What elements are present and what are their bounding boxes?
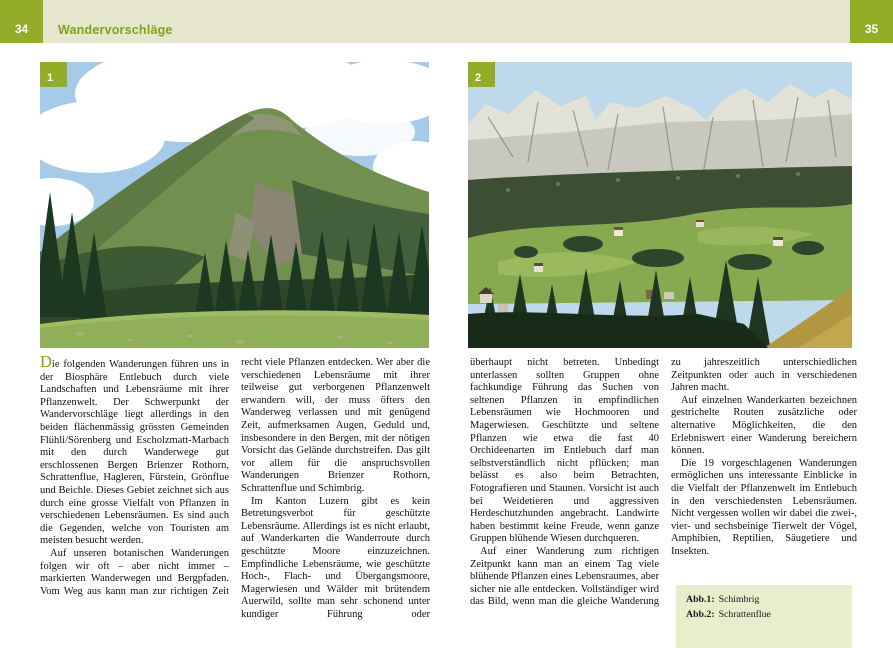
page-number-right: 35 — [850, 0, 893, 43]
paragraph: Im Kanton Luzern gibt es kein Betretungsverbot für geschützte Lebensräume. Allerdings ist es nicht erlaubt, auf Wanderkarten die Wanderroute durch geschützte Moore einzuzeichnen. Empfindliche Lebensräume, wie geschützte Hoch-, Flach- und Übergangsmoore, Magerwiesen und Wälder mit brütendem Auerwild, sollte man sehr schonend unter kundiger Führung oder — [241, 495, 430, 620]
paragraph: Auf unseren botanischen Wanderungen folgen wir oft – aber nicht immer – markierten Wanderwegen und Bergpfaden. Vom Weg aus kann man zur richtigen Zeit — [40, 547, 229, 597]
paragraph: Die 19 vorgeschlagenen Wanderungen ermöglichen uns interessante Einblicke in die Vielfalt der Pflanzenwelt im Entlebuch in den verschiedensten Lebensräumen. Nicht vergessen wollen wir dabei die zwei-, vier- und sechsbeinige Tierwelt der Vögel, Amphibien, Reptilien, Säugetiere und Insekten. — [671, 457, 857, 557]
figure-2-number-badge: 2 — [468, 62, 495, 87]
paragraph — [40, 352, 229, 548]
caption-abb1 — [686, 593, 844, 608]
paragraph: Auf einzelnen Wanderkarten bezeichnen gestrichelte Routen zusätzliche oder alternative Möglichkeiten, die den Erlebniswert einer Wanderung bereichern können. — [671, 394, 857, 457]
text-column-3 — [470, 357, 659, 609]
figure-2-photo-schrattenflue — [468, 62, 852, 348]
paragraph-text: ie folgenden Wanderungen führen uns in der Biosphäre Entlebuch durch viele Landschaften und Lebensräume mit ihrer Pflanzenwelt. Der Schwerpunkt der Wandervorschläge liegt allerdings in den beiden flächenmässig grössten Gemeinden Flühli/Sörenberg und Escholzmatt-Marbach mit den durch Wanderwege gut erschlossenen Bergen Brienzer Rothorn, Schrattenflue, Hagleren, Fürstein, Grönflue und Beichle. Dieses Gebiet zeichnet sich aus durch eine grosse Vielfalt von Pflanzen in verschiedenen Lebensräumen. Es sind auch die Gegenden, welche von Touristen am meisten besucht werden. — [40, 359, 229, 547]
paragraph: recht viele Pflanzen entdecken. Wer aber die verschiedenen Lebensräume mit ihrer teilweise gut verborgenen Pflanzenwelt erwandern will, der muss öfters den Wanderweg verlassen und mit genügend Zeit, aufmerksamen Augen, Geduld und, insbesondere in den Bergen, mit der nötigen Vorsicht das Gelände durchstreifen. Das gilt vor allem für die anspruchsvollen Wanderungen Brienzer Rothorn, Schrattenflue und Schimbrig. — [241, 357, 430, 494]
paragraph: zu jahreszeitlich unterschiedlichen Zeitpunkten oder auch in verschiedenen Jahren macht. — [671, 357, 857, 394]
text-column-2 — [241, 357, 430, 621]
initial-cap: D — [40, 352, 52, 371]
caption-abb2-text: Schrattenflue — [718, 608, 771, 620]
figure-1-photo-schimbrig — [40, 62, 429, 348]
caption-abb1-text: Schimbrig — [718, 594, 760, 605]
caption-abb2-label: Abb.2: — [686, 608, 715, 620]
text-column-1 — [40, 352, 229, 598]
caption-abb2 — [686, 608, 844, 623]
paragraph: Auf einer Wanderung zum richtigen Zeitpunkt kann man an einem Tag viele blühende Pflanzen eines Lebensraumes, aber sicher nie alle entdecken. Vollständiger wird das Bild, wenn man die gleiche Wanderung — [470, 545, 659, 608]
caption-abb1-label: Abb.1: — [686, 594, 715, 605]
chapter-title: Wandervorschläge — [58, 23, 173, 37]
text-column-4 — [671, 357, 857, 559]
figure-1-number-badge: 1 — [40, 62, 67, 87]
schimbrig-landscape-art — [40, 62, 429, 348]
paragraph: überhaupt nicht betreten. Unbedingt unterlassen sollten Gruppen ohne fachkundige Führung das Suchen von seltenen Pflanzen in empfindlichen Lebensräumen wie Hochmooren und Magerwiesen. Geschützte und seltene Pflanzen wie etwa die fast 40 Orchideenarten im Entlebuch darf man selbstverständlich nicht pflücken; man belässt es also beim Betrachten, Fotografieren und Staunen. Vorsicht ist auch bei Weidetieren und aggressiven Herdeschutzhunden angebracht. Landwirte haben bestimmt keine Freude, wenn ganze Gruppen blühende Wiesen durchqueren. — [470, 357, 659, 545]
figure-caption-box — [676, 585, 852, 648]
schrattenflue-landscape-art — [468, 62, 852, 348]
page-number-left: 34 — [0, 0, 43, 43]
